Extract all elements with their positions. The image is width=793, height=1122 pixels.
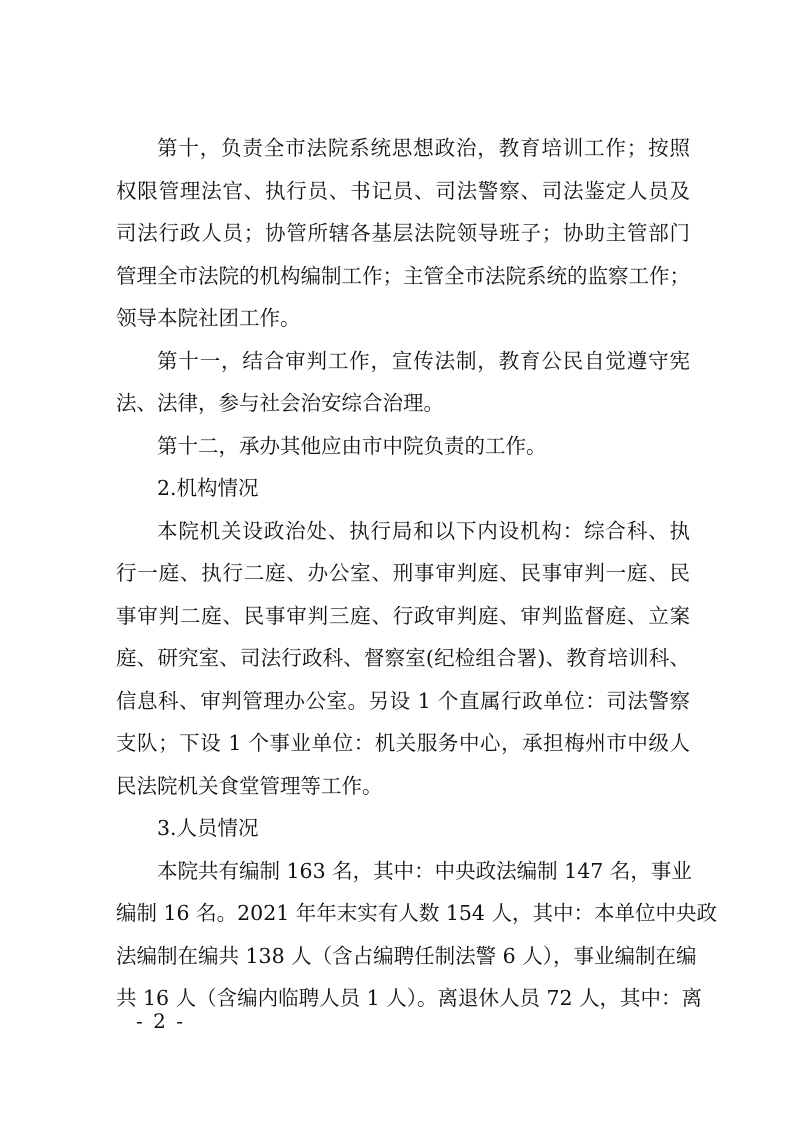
text-line: 第十二，承办其他应由市中院负责的工作。 (157, 433, 547, 458)
text-line: 信息科、审判管理办公室。另设 1 个直属行政单位：司法警察 (116, 688, 690, 713)
text-line: 支队；下设 1 个事业单位：机关服务中心，承担梅州市中级人 (116, 731, 690, 755)
text-line: 本院共有编制 163 名，其中：中央政法编制 147 名，事业 (157, 858, 692, 883)
text-line: 行一庭、执行二庭、办公室、刑事审判庭、民事审判一庭、民 (116, 561, 690, 585)
text-line: 权限管理法官、执行员、书记员、司法警察、司法鉴定人员及 (116, 178, 690, 203)
text-line: 第十，负责全市法院系统思想政治，教育培训工作；按照 (157, 136, 690, 160)
page-number: - 2 - (136, 1009, 185, 1033)
text-line: 本院机关设政治处、执行局和以下内设机构：综合科、执 (157, 518, 690, 543)
text-line: 法、法律，参与社会治安综合治理。 (116, 391, 444, 415)
text-line: 共 16 人（含编内临聘人员 1 人）。离退休人员 72 人，其中：离 (116, 986, 703, 1010)
text-line: 司法行政人员；协管所辖各基层法院领导班子；协助主管部门 (116, 221, 690, 245)
section-heading: 3.人员情况 (157, 816, 259, 840)
text-line: 第十一，结合审判工作，宣传法制，教育公民自觉遵守宪 (157, 348, 690, 373)
text-line: 编制 16 名。2021 年年末实有人数 154 人，其中：本单位中央政 (116, 901, 717, 925)
text-line: 管理全市法院的机构编制工作；主管全市法院系统的监察工作； (116, 263, 690, 288)
text-line: 法编制在编共 138 人（含占编聘任制法警 6 人），事业编制在编 (116, 943, 697, 968)
section-heading: 2.机构情况 (157, 476, 259, 500)
text-line: 庭、研究室、司法行政科、督察室(纪检组合署)、教育培训科、 (116, 646, 690, 670)
text-line: 事审判二庭、民事审判三庭、行政审判庭、审判监督庭、立案 (116, 603, 690, 628)
document-body (116, 127, 717, 1020)
text-line: 民法院机关食堂管理等工作。 (116, 773, 383, 798)
text-line: 领导本院社团工作。 (116, 306, 301, 330)
